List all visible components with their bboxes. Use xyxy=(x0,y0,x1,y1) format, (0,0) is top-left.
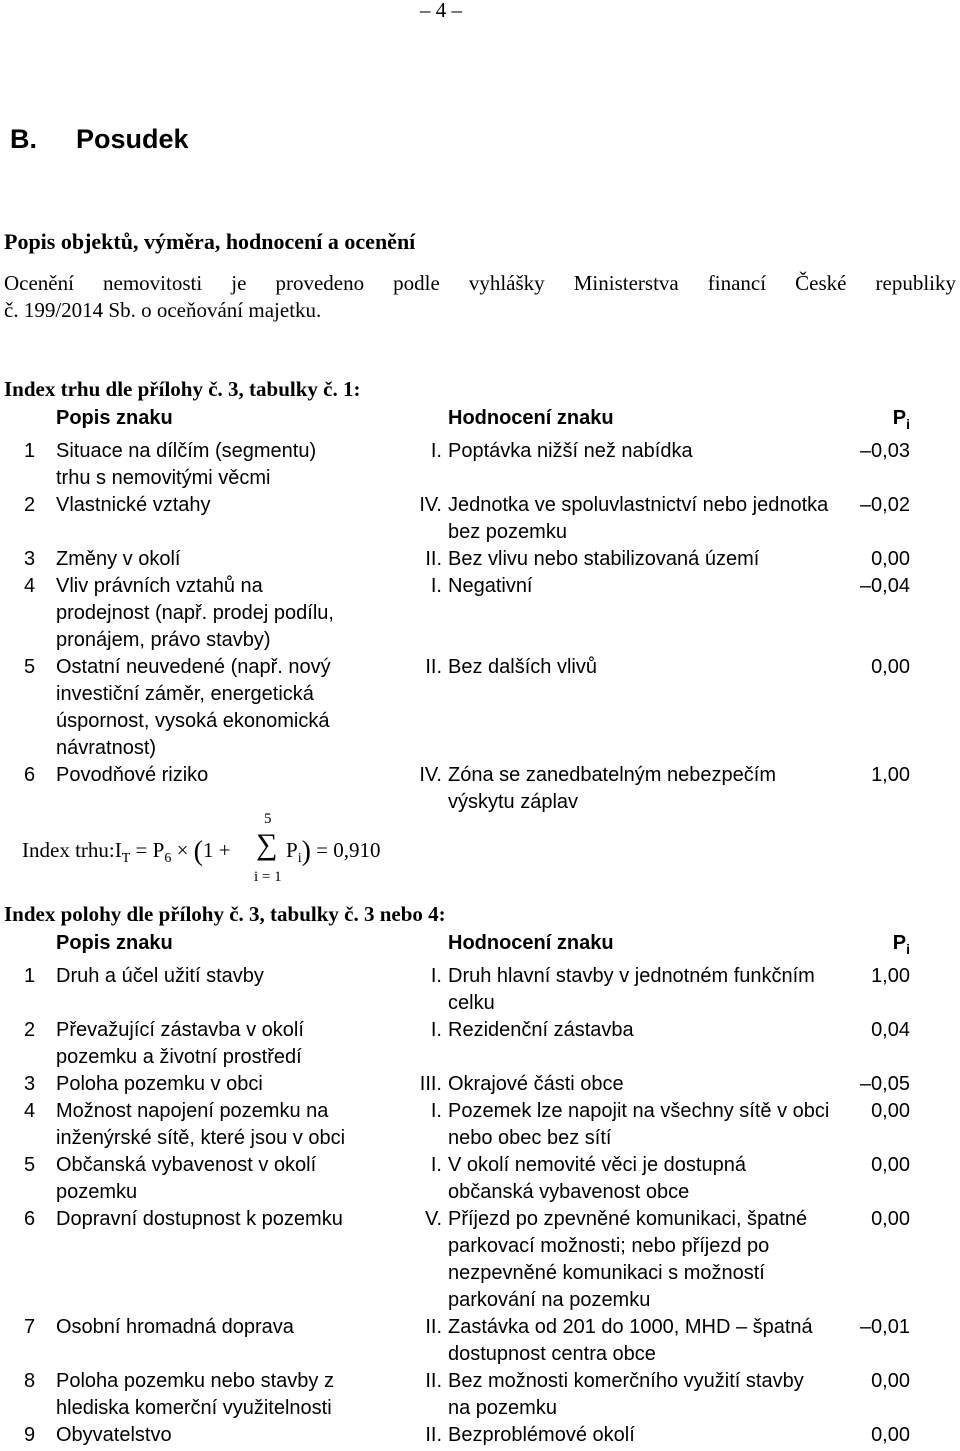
row-rating xyxy=(448,963,856,1017)
paragraph-line-1: Ocenění nemovitosti je provedeno podle vyhlášky Ministerstva financí České republiky xyxy=(4,271,956,295)
row-rating xyxy=(448,1314,856,1368)
description-line: Dopravní dostupnost k pozemku xyxy=(56,1208,343,1230)
row-value: 1,00 xyxy=(871,764,910,786)
rating-line: Poptávka nižší než nabídka xyxy=(448,440,693,462)
row-description xyxy=(56,963,390,1017)
rating-line: na pozemku xyxy=(448,1397,557,1419)
table-row xyxy=(24,654,910,762)
row-roman-grade: I. xyxy=(430,1154,442,1176)
row-value: –0,02 xyxy=(859,494,910,516)
row-number: 9 xyxy=(24,1424,36,1446)
location-index-body xyxy=(24,930,910,1449)
main-heading: Popis objektů, výměra, hodnocení a ocenění xyxy=(4,229,416,254)
row-value: –0,04 xyxy=(859,575,910,597)
row-description xyxy=(56,1071,390,1098)
table-row xyxy=(24,1071,910,1098)
market-index-table xyxy=(24,405,910,816)
row-rating xyxy=(448,1206,856,1314)
description-line: Možnost napojení pozemku na xyxy=(56,1100,329,1122)
rating-line: Zastávka od 201 do 1000, MHD – špatná xyxy=(448,1316,813,1338)
row-number: 5 xyxy=(24,1154,36,1176)
sum-symbol: ∑ xyxy=(256,828,278,861)
row-number: 6 xyxy=(24,764,36,786)
description-line: pozemku xyxy=(56,1181,138,1203)
row-number: 4 xyxy=(24,575,36,597)
rating-line: nezpevněné komunikaci s možností xyxy=(448,1262,765,1284)
description-line: návratnost) xyxy=(56,737,157,759)
table-row xyxy=(24,573,910,654)
description-line: Osobní hromadná doprava xyxy=(56,1316,294,1338)
row-rating xyxy=(448,1017,856,1071)
row-description xyxy=(56,1017,390,1071)
location-index-title: Index polohy dle přílohy č. 3, tabulky č. 3 nebo 4: xyxy=(4,902,446,926)
row-description xyxy=(56,1098,390,1152)
description-line: Převažující zástavba v okolí xyxy=(56,1019,304,1041)
row-value: 0,00 xyxy=(871,1154,910,1176)
section-name: Posudek xyxy=(76,124,189,154)
row-rating xyxy=(448,1368,856,1422)
rating-line: Příjezd po zpevněné komunikaci, špatné xyxy=(448,1208,808,1230)
description-line: Ostatní neuvedené (např. nový xyxy=(56,656,331,678)
rating-line: Bez dalších vlivů xyxy=(448,656,597,678)
row-roman-grade: II. xyxy=(425,1424,442,1446)
description-line: hlediska komerční využitelnosti xyxy=(56,1397,332,1419)
description-line: Povodňové riziko xyxy=(56,764,209,786)
rating-line: výskytu záplav xyxy=(448,791,579,813)
market-header-row xyxy=(24,405,910,438)
location-header-pi: $P_i$ xyxy=(892,932,910,957)
rating-line: Jednotka ve spoluvlastnictví nebo jednotka xyxy=(448,494,829,516)
row-roman-grade: I. xyxy=(430,1019,442,1041)
description-line: pronájem, právo stavby) xyxy=(56,629,271,651)
row-roman-grade: I. xyxy=(430,575,442,597)
table-row xyxy=(24,1314,910,1368)
rating-line: parkovací možnosti; nebo příjezd po xyxy=(448,1235,770,1257)
description-line: trhu s nemovitými věcmi xyxy=(56,467,271,489)
row-rating xyxy=(448,438,848,492)
row-value: –0,01 xyxy=(859,1316,910,1338)
row-description xyxy=(56,762,398,816)
location-header-row xyxy=(24,930,910,963)
formula-tail: $P_i) = 0,910$ xyxy=(286,836,381,867)
market-header-rating: Hodnocení znaku xyxy=(448,407,614,429)
paragraph-line-2: č. 199/2014 Sb. o oceňování majetku. xyxy=(4,298,322,322)
rating-line: občanská vybavenost obce xyxy=(448,1181,690,1203)
row-rating xyxy=(448,654,848,762)
market-index-body xyxy=(24,405,910,816)
market-index-title: Index trhu dle přílohy č. 3, tabulky č. 1: xyxy=(4,377,361,401)
sum-lower-limit: i = 1 xyxy=(254,869,282,885)
row-description xyxy=(56,1368,390,1422)
rating-line: Druh hlavní stavby v jednotném funkčním xyxy=(448,965,815,987)
rating-line: Bez vlivu nebo stabilizovaná území xyxy=(448,548,760,570)
location-index-table xyxy=(24,930,910,1449)
section-title xyxy=(10,124,189,155)
row-roman-grade: I. xyxy=(430,440,442,462)
rating-line: celku xyxy=(448,992,495,1014)
row-number: 1 xyxy=(24,965,36,987)
market-header-pi: $P_i$ xyxy=(892,407,910,432)
row-description xyxy=(56,546,398,573)
row-number: 7 xyxy=(24,1316,36,1338)
row-number: 3 xyxy=(24,1073,36,1095)
row-number: 2 xyxy=(24,1019,36,1041)
row-description xyxy=(56,654,398,762)
row-description xyxy=(56,1206,390,1314)
row-rating xyxy=(448,573,848,654)
sum-upper-limit: 5 xyxy=(264,811,272,827)
rating-line: Rezidenční zástavba xyxy=(448,1019,634,1041)
description-line: investiční záměr, energetická xyxy=(56,683,314,705)
row-roman-grade: V. xyxy=(424,1208,442,1230)
rating-line: bez pozemku xyxy=(448,521,567,543)
row-description xyxy=(56,438,398,492)
row-roman-grade: II. xyxy=(425,656,442,678)
table-row xyxy=(24,546,910,573)
row-description xyxy=(56,492,398,546)
row-value: 1,00 xyxy=(871,965,910,987)
rating-line: Bez možnosti komerčního využití stavby xyxy=(448,1370,804,1392)
description-line: Obyvatelstvo xyxy=(56,1424,172,1446)
row-roman-grade: I. xyxy=(430,1100,442,1122)
rating-line: dostupnost centra obce xyxy=(448,1343,656,1365)
row-roman-grade: III. xyxy=(419,1073,442,1095)
row-value: 0,00 xyxy=(871,548,910,570)
row-roman-grade: II. xyxy=(425,1370,442,1392)
page-number: – 4 – xyxy=(420,0,462,22)
location-header-rating: Hodnocení znaku xyxy=(448,932,614,954)
row-value: –0,05 xyxy=(859,1073,910,1095)
table-row xyxy=(24,1152,910,1206)
rating-line: Zóna se zanedbatelným nebezpečím xyxy=(448,764,776,786)
row-number: 2 xyxy=(24,494,36,516)
row-description xyxy=(56,573,398,654)
row-value: 0,00 xyxy=(871,1100,910,1122)
row-value: –0,03 xyxy=(859,440,910,462)
row-rating xyxy=(448,492,848,546)
row-rating xyxy=(448,546,848,573)
row-number: 1 xyxy=(24,440,36,462)
row-value: 0,00 xyxy=(871,1370,910,1392)
row-number: 4 xyxy=(24,1100,36,1122)
table-row xyxy=(24,1017,910,1071)
row-value: 0,00 xyxy=(871,1424,910,1446)
row-description xyxy=(56,1422,390,1449)
rating-line: Negativní xyxy=(448,575,533,597)
row-number: 6 xyxy=(24,1208,36,1230)
description-line: prodejnost (např. prodej podílu, xyxy=(56,602,334,624)
market-header-desc: Popis znaku xyxy=(56,407,173,429)
row-roman-grade: II. xyxy=(425,548,442,570)
row-value: 0,00 xyxy=(871,1208,910,1230)
location-header-desc: Popis znaku xyxy=(56,932,173,954)
row-rating xyxy=(448,762,848,816)
row-rating xyxy=(448,1152,856,1206)
row-description xyxy=(56,1152,390,1206)
description-line: inženýrské sítě, které jsou v obci xyxy=(56,1127,346,1149)
row-rating xyxy=(448,1422,856,1449)
table-row xyxy=(24,1368,910,1422)
table-row xyxy=(24,1422,910,1449)
row-rating xyxy=(448,1098,856,1152)
rating-line: Okrajové části obce xyxy=(448,1073,624,1095)
market-index-formula: Index $trhu:I_T = P_6 \times (1$ + xyxy=(22,836,231,867)
row-value: 0,04 xyxy=(871,1019,910,1041)
description-line: Vliv právních vztahů na xyxy=(56,575,263,597)
description-line: pozemku a životní prostředí xyxy=(56,1046,302,1068)
rating-line: Bezproblémové okolí xyxy=(448,1424,635,1446)
row-roman-grade: I. xyxy=(430,965,442,987)
rating-line: nebo obec bez sítí xyxy=(448,1127,612,1149)
row-rating xyxy=(448,1071,856,1098)
table-row xyxy=(24,438,910,492)
description-line: Změny v okolí xyxy=(56,548,181,570)
description-line: Situace na dílčím (segmentu) xyxy=(56,440,317,462)
table-row xyxy=(24,492,910,546)
section-letter: B. xyxy=(10,124,37,154)
row-description xyxy=(56,1314,390,1368)
row-number: 3 xyxy=(24,548,36,570)
row-number: 8 xyxy=(24,1370,36,1392)
row-roman-grade: IV. xyxy=(419,764,442,786)
table-row xyxy=(24,1206,910,1314)
rating-line: Pozemek lze napojit na všechny sítě v obci xyxy=(448,1100,830,1122)
description-line: Druh a účel užití stavby xyxy=(56,965,264,987)
rating-line: parkování na pozemku xyxy=(448,1289,651,1311)
rating-line: V okolí nemovité věci je dostupná xyxy=(448,1154,746,1176)
table-row xyxy=(24,963,910,1017)
row-roman-grade: II. xyxy=(425,1316,442,1338)
table-row xyxy=(24,762,910,816)
description-line: Vlastnické vztahy xyxy=(56,494,211,516)
table-row xyxy=(24,1098,910,1152)
description-line: Poloha pozemku nebo stavby z xyxy=(56,1370,334,1392)
row-roman-grade: IV. xyxy=(419,494,442,516)
description-line: Občanská vybavenost v okolí xyxy=(56,1154,317,1176)
row-number: 5 xyxy=(24,656,36,678)
description-line: úspornost, vysoká ekonomická xyxy=(56,710,330,732)
description-line: Poloha pozemku v obci xyxy=(56,1073,263,1095)
row-value: 0,00 xyxy=(871,656,910,678)
